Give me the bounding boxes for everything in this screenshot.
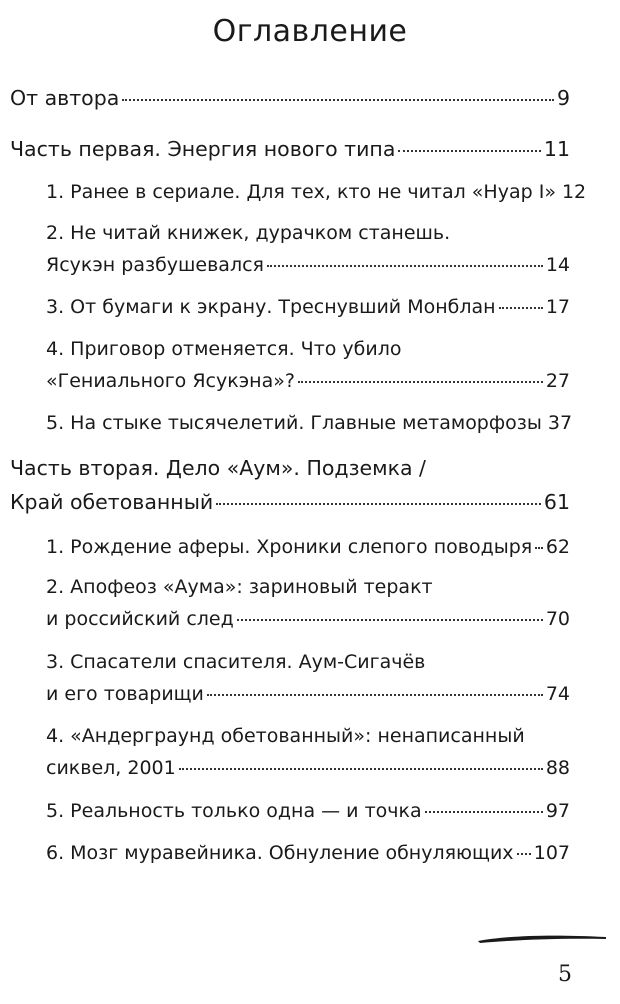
entry-page-number: 88	[545, 757, 570, 779]
entry-title-line-1: 2. Апофеоз «Аума»: зариновый теракт	[46, 576, 433, 598]
page-title: Оглавление	[212, 14, 408, 49]
entry-page-number: 12	[561, 181, 587, 203]
dot-leader	[425, 811, 543, 813]
entry-title: 1. Рождение аферы. Хроники слепого поводыря	[46, 536, 533, 558]
entry-page-number: 61	[543, 490, 570, 514]
toc-entry-chapter-2-6[interactable]	[46, 842, 570, 864]
toc-entry-chapter-1-5[interactable]	[46, 412, 573, 434]
entry-title-line-1: 4. Приговор отменяется. Что убило	[46, 338, 402, 360]
brush-stroke-ornament	[476, 930, 608, 946]
toc-entry-chapter-1-1[interactable]	[46, 181, 587, 203]
entry-title-line-1: 3. Спасатели спасителя. Аум-Сигачёв	[46, 651, 426, 673]
dot-leader	[207, 694, 543, 696]
toc-entry-chapter-2-4[interactable]	[46, 725, 570, 779]
entry-title: 5. На стыке тысячелетий. Главные метаморфозы	[46, 412, 542, 434]
entry-page-number: 70	[545, 608, 570, 630]
entry-title-line-2: Край обетованный	[10, 490, 214, 514]
toc-entry-chapter-2-1[interactable]	[46, 536, 570, 558]
entry-title-line-2: и российский след	[46, 608, 234, 630]
entry-title: 3. От бумаги к экрану. Треснувший Монблан	[46, 296, 496, 318]
entry-page-number: 27	[545, 370, 570, 392]
entry-title-line-2: и его товарищи	[46, 683, 204, 705]
toc-entry-part-one[interactable]	[10, 137, 570, 161]
entry-page-number: 9	[556, 86, 570, 110]
dot-leader	[122, 99, 554, 101]
entry-title: 5. Реальность только одна — и точка	[46, 800, 422, 822]
toc-entry-from-author[interactable]	[10, 86, 570, 110]
entry-page-number: 97	[545, 800, 570, 822]
entry-page-number: 14	[545, 254, 570, 276]
toc-entry-chapter-2-3[interactable]	[46, 651, 570, 705]
entry-title: 6. Мозг муравейника. Обнуление обнуляющих	[46, 842, 514, 864]
entry-title: 1. Ранее в сериале. Для тех, кто не читал «Нуар I»	[46, 181, 556, 203]
toc-entry-chapter-1-4[interactable]	[46, 338, 570, 392]
entry-page-number: 11	[543, 137, 570, 161]
page-number: 5	[558, 962, 572, 987]
entry-title: От автора	[10, 86, 120, 110]
dot-leader	[237, 619, 543, 621]
dot-leader	[499, 307, 543, 309]
entry-title-line-2: Ясукэн разбушевался	[46, 254, 264, 276]
dot-leader	[398, 150, 541, 152]
entry-title-line-1: 2. Не читай книжек, дурачком станешь.	[46, 222, 451, 244]
toc-entry-chapter-2-5[interactable]	[46, 800, 570, 822]
entry-title-line-2: «Гениального Ясукэна»?	[46, 370, 295, 392]
dot-leader	[517, 853, 531, 855]
dot-leader	[179, 768, 543, 770]
dot-leader	[267, 265, 543, 267]
dot-leader	[298, 381, 543, 383]
entry-page-number: 62	[545, 536, 570, 558]
entry-page-number: 107	[533, 842, 570, 864]
entry-title-line-1: Часть вторая. Дело «Аум». Подземка /	[10, 456, 426, 480]
entry-page-number: 74	[545, 683, 570, 705]
entry-page-number: 17	[545, 296, 570, 318]
toc-entry-part-two[interactable]	[10, 456, 570, 514]
entry-title-line-1: 4. «Андерграунд обетованный»: ненаписанный	[46, 725, 525, 747]
dot-leader	[535, 547, 543, 549]
toc-entry-chapter-2-2[interactable]	[46, 576, 570, 630]
toc-entry-chapter-1-2[interactable]	[46, 222, 570, 276]
entry-page-number: 37	[547, 412, 573, 434]
dot-leader	[216, 503, 541, 505]
toc-entry-chapter-1-3[interactable]	[46, 296, 570, 318]
entry-title: Часть первая. Энергия нового типа	[10, 137, 396, 161]
entry-title-line-2: сиквел, 2001	[46, 757, 176, 779]
